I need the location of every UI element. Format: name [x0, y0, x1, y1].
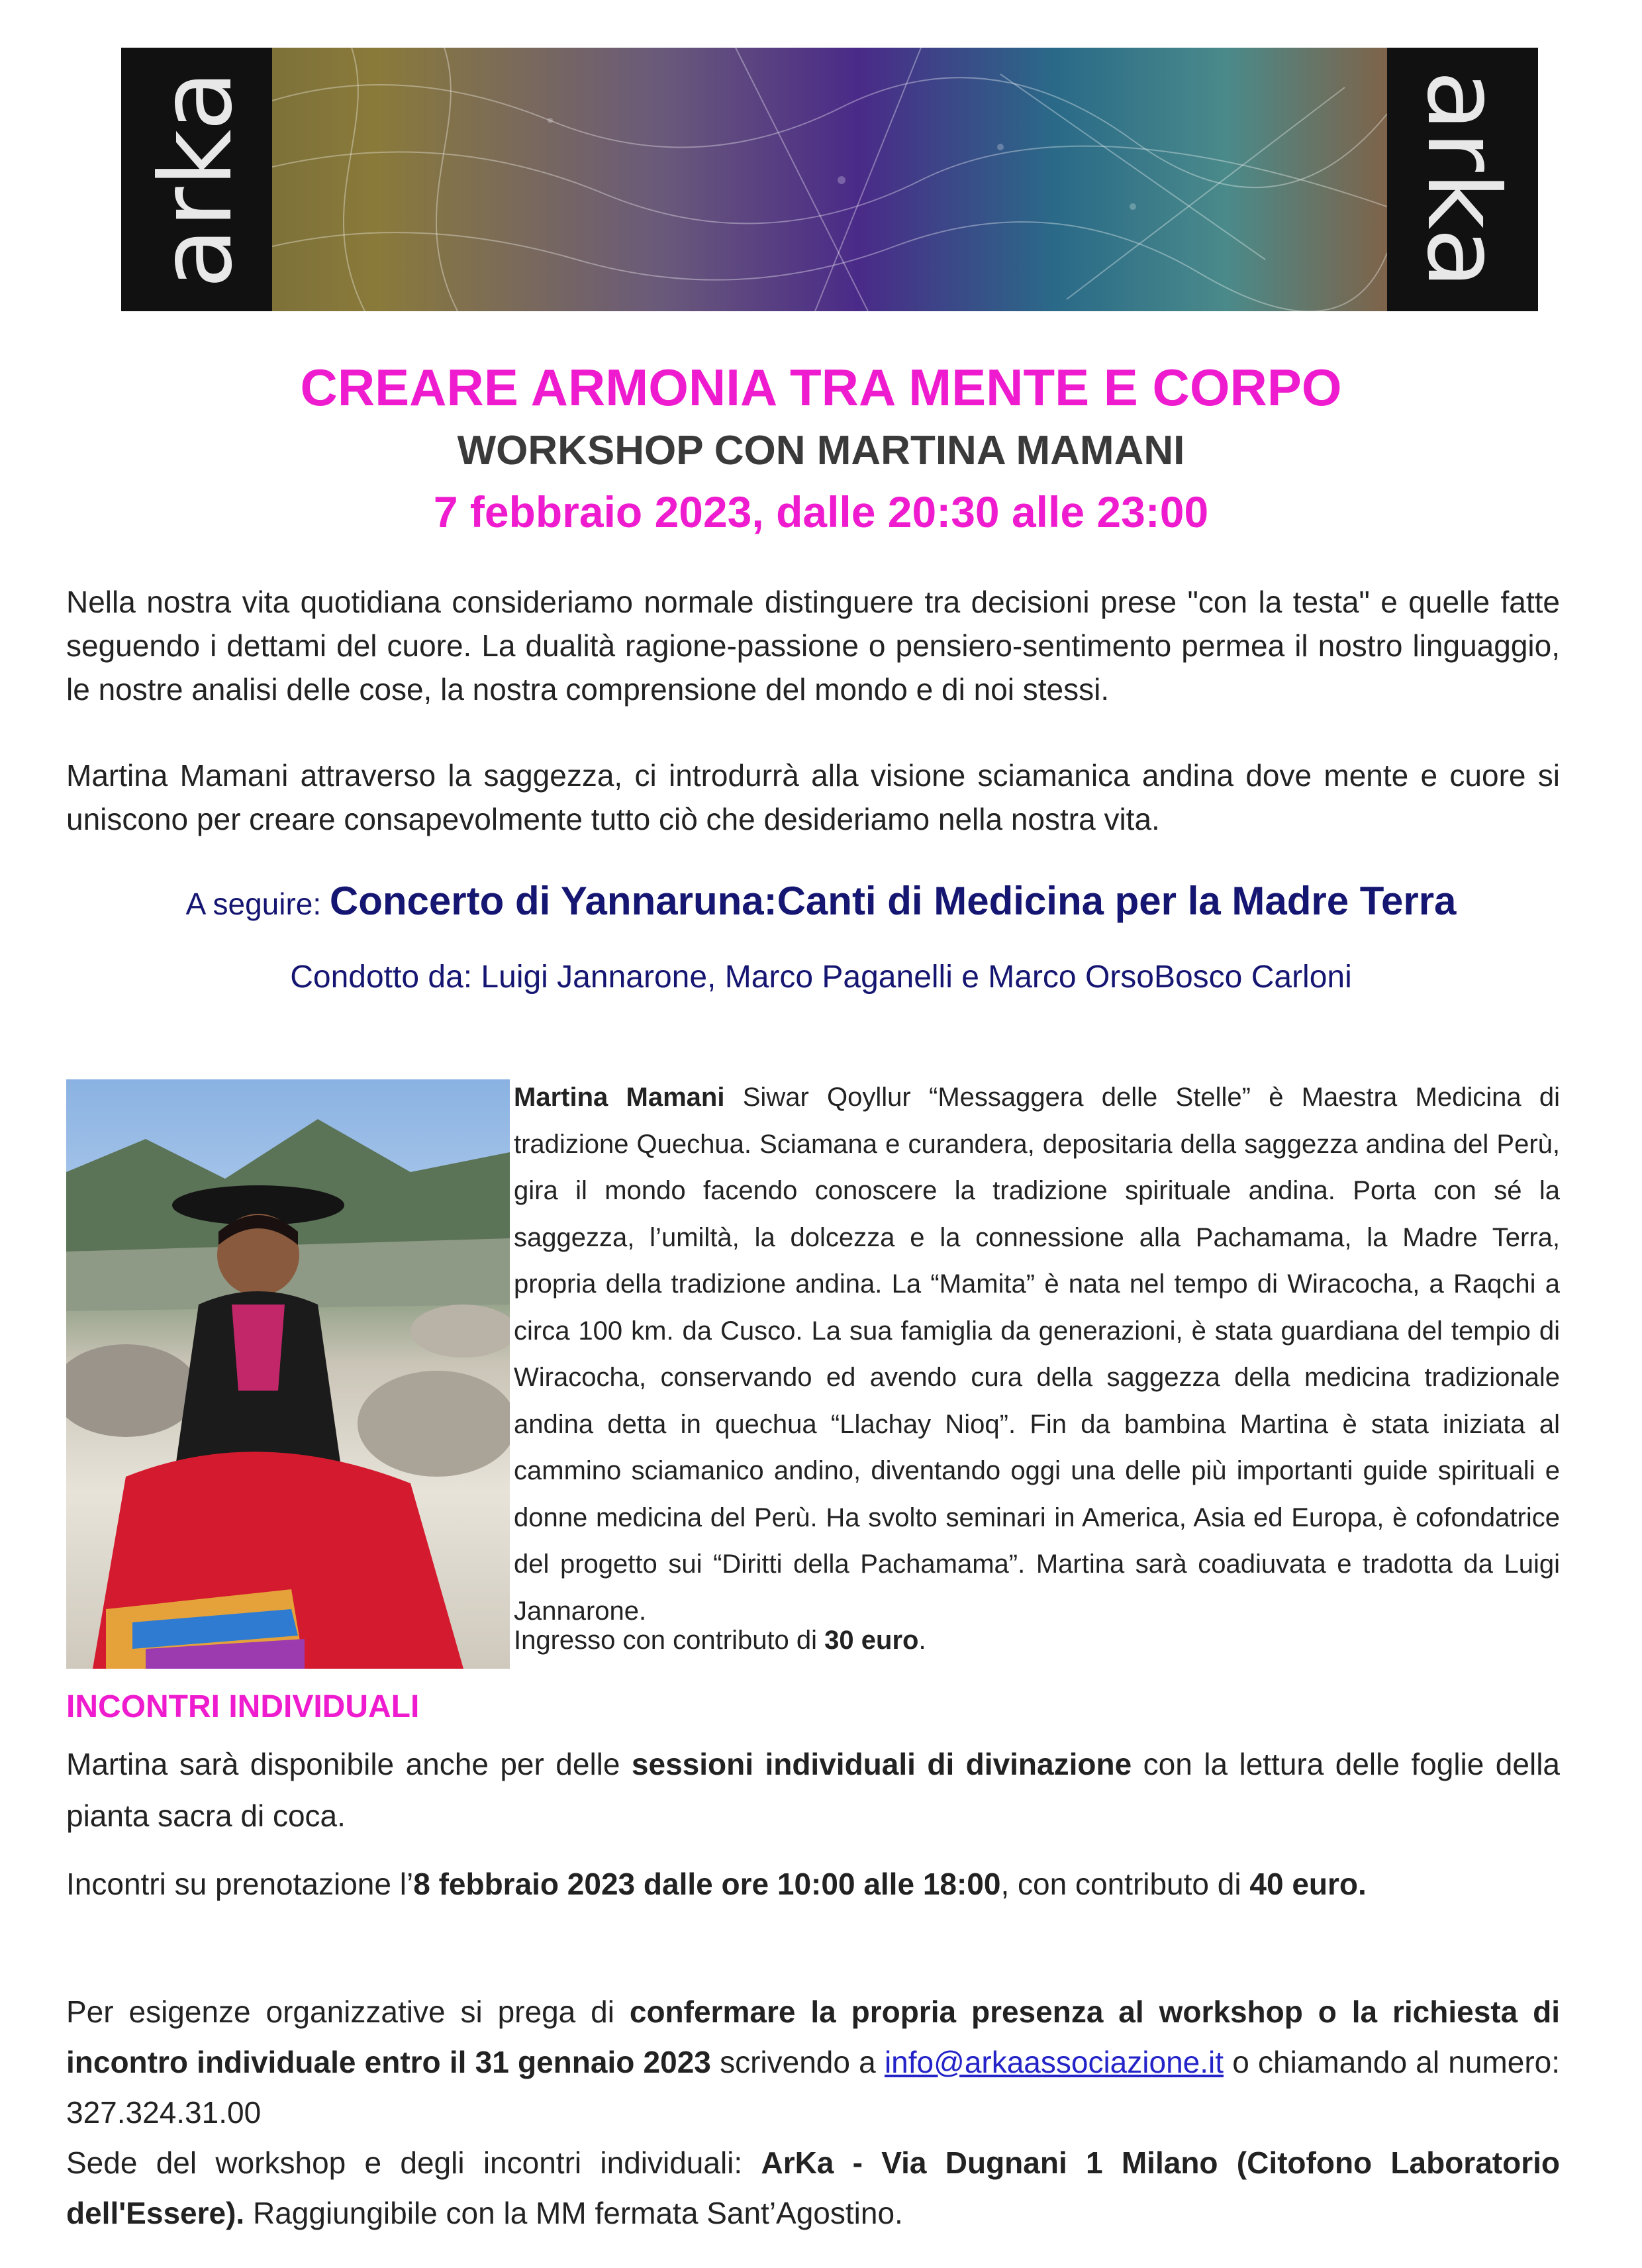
individual-sessions-paragraph [66, 1738, 1560, 1842]
concert-prefix: A seguire: [185, 887, 330, 921]
martina-mamani-photo [66, 1079, 510, 1669]
concert-conducted-by: Condotto da: Luigi Jannarone, Marco Paganelli e Marco OrsoBosco Carloni [290, 960, 1352, 995]
banner-logo-right [1387, 48, 1538, 311]
concert-title: Concerto di Yannaruna:Canti di Medicina per la Madre Terra [329, 879, 1457, 923]
banner-texture [272, 48, 1387, 311]
booking-price: 40 euro. [1249, 1867, 1367, 1901]
banner-logo-left [121, 48, 272, 311]
individual-booking-paragraph [66, 1862, 1560, 1906]
individual-text-2: con la lettura delle foglie della pianta sacra di coca. [66, 1747, 1560, 1833]
confirm-phone: o chiamando al numero: 327.324.31.00 [66, 2045, 1561, 2130]
event-subtitle: WORKSHOP CON MARTINA MAMANI [457, 428, 1185, 473]
photo-illustration [66, 1079, 510, 1669]
email-link[interactable]: info@arkaassociazione.it [884, 2045, 1224, 2079]
entry-fee-label: Ingresso con contributo di [514, 1626, 825, 1655]
confirm-deadline: confermare la propria presenza al workshop o la richiesta di incontro individuale entro il 31 gennaio 2023 [66, 1995, 1560, 2079]
venue-text-1: Sede del workshop e degli incontri individuali: [66, 2145, 761, 2180]
concert-line [0, 878, 1642, 924]
event-title: CREARE ARMONIA TRA MENTE E CORPO [300, 358, 1342, 417]
booking-date: 8 febbraio 2023 dalle ore 10:00 alle 18:00 [413, 1867, 1001, 1901]
bio-paragraph [514, 1074, 1560, 1634]
individual-text-1: Martina sarà disponibile anche per delle [66, 1747, 632, 1781]
header-banner [121, 48, 1538, 311]
individual-sessions-title: INCONTRI INDIVIDUALI [66, 1689, 420, 1724]
intro-paragraph-2: Martina Mamani attraverso la saggezza, ci introdurrà alla visione sciamanica andina dove mente e cuore si uniscono per creare consapevolmente tutto ciò che desideriamo nella nostra vita. [66, 758, 1560, 836]
entry-fee-end: . [918, 1626, 926, 1655]
venue-address: ArKa - Via Dugnani 1 Milano (Citofono Laboratorio dell'Essere). [66, 2145, 1560, 2230]
venue-paragraph [66, 2138, 1560, 2238]
venue-text-2: Raggiungibile con la MM fermata Sant’Agostino. [244, 2196, 903, 2230]
booking-text-2: , con contributo di [1000, 1867, 1250, 1901]
entry-fee-price: 30 euro [824, 1626, 919, 1655]
event-date: 7 febbraio 2023, dalle 20:30 alle 23:00 [433, 487, 1209, 536]
booking-text-1: Incontri su prenotazione l’ [66, 1867, 414, 1901]
arka-logo-text-right: arka [1405, 70, 1520, 289]
confirm-text-2: scrivendo a [710, 2045, 885, 2079]
confirm-text-1: Per esigenze organizzative si prega di [66, 1995, 630, 2029]
bio-text: Siwar Qoyllur “Messaggera delle Stelle” è Maestra Medicina di tradizione Quechua. Sciamana e curandera, depositaria della saggezza andina del Perù, gira il mondo facendo conoscere la tradizione spirituale andina. Porta con sé la saggezza, l’umiltà, la dolcezza e la connessione alla Pachamama, la Madre Terra, propria della tradizione andina. La “Mamita” è nata nel tempo di Wiracocha, a Raqchi a circa 100 km. da Cusco. La sua famiglia da generazioni, è stata guardiana del tempio di Wiracocha, conservando ed avendo cura della saggezza della medicina tradizionale andina detta in quechua “Llachay Nioq”. Fin da bambina Martina è stata iniziata al cammino sciamanico andino, diventando oggi una delle più importanti guide spirituali e donne medicina del Perù. Ha svolto seminari in America, Asia ed Europa, è cofondatrice del progetto sui “Diritti della Pachamama”. Martina sarà coadiuvata e tradotta da Luigi Jannarone. [514, 1083, 1561, 1626]
confirmation-paragraph [66, 1987, 1560, 2138]
arka-logo-text-left: arka [139, 70, 254, 289]
individual-sessions-highlight: sessioni individuali di divinazione [631, 1747, 1132, 1781]
bio-name: Martina Mamani [514, 1083, 725, 1112]
intro-paragraph-1: Nella nostra vita quotidiana consideriamo normale distinguere tra decisioni prese "con la testa" e quelle fatte seguendo i dettami del cuore. La dualità ragione-passione o pensiero-sentimento permea il nostro linguaggio, le nostre analisi delle cose, la nostra comprensione del mondo e di noi stessi. [66, 585, 1560, 707]
entry-fee [514, 1626, 926, 1655]
